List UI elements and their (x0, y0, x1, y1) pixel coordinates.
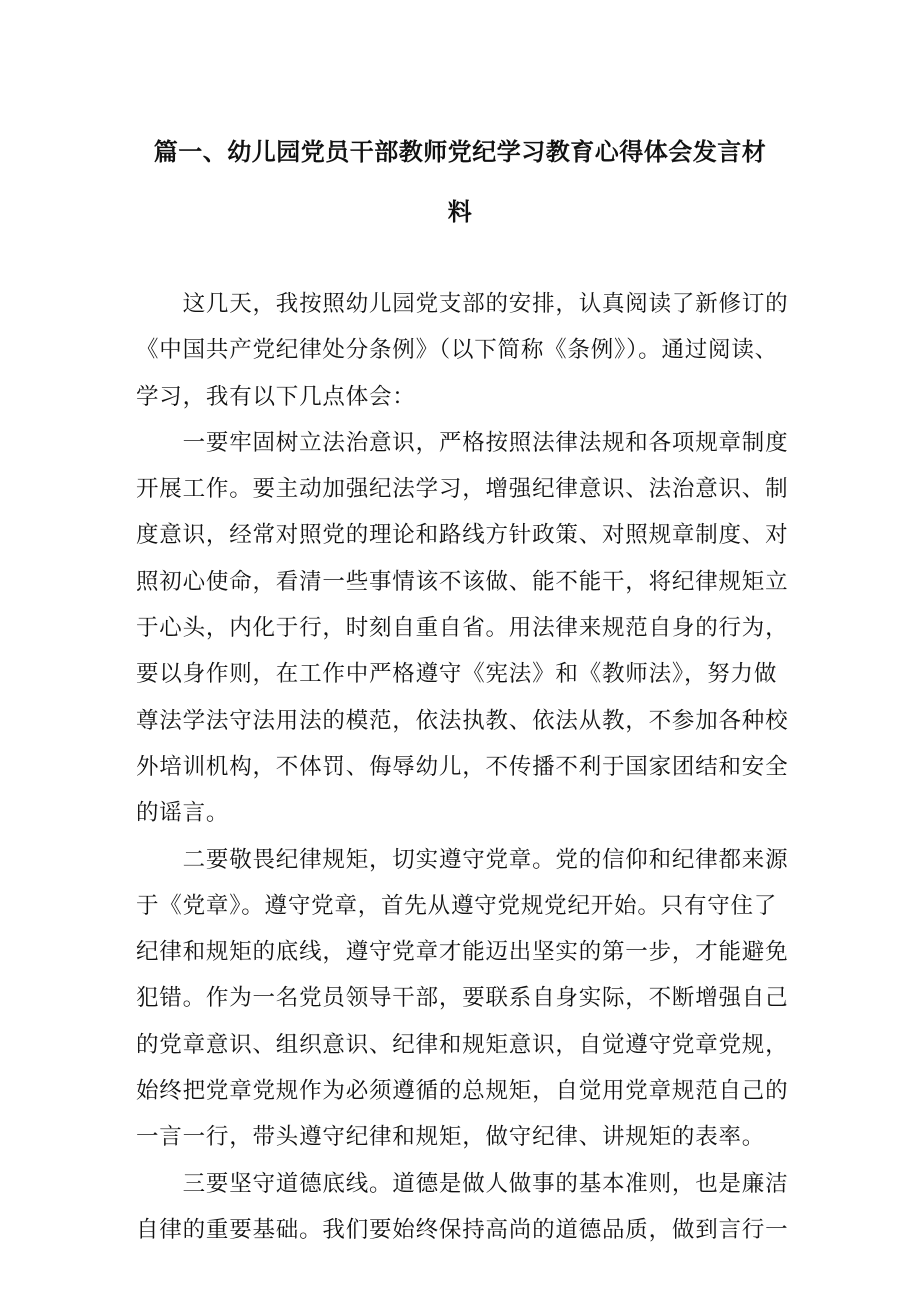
body-line: 要以身作则，在工作中严格遵守《宪法》和《教师法》，努力做 (136, 661, 778, 688)
body-line: 度意识，经常对照党的理论和路线方针政策、对照规章制度、对 (136, 522, 789, 549)
body-line: 《中国共产党纪律处分条例》（以下简称《条例》）。通过阅读、 (136, 337, 778, 364)
body-line: 自律的重要基础。我们要始终保持高尚的道德品质，做到言行一 (136, 1216, 789, 1243)
body-line: 的谣言。 (136, 800, 230, 827)
body-line: 的党章意识、组织意识、纪律和规矩意识，自觉遵守党章党规， (136, 1031, 789, 1058)
body-line: 三要坚守道德底线。道德是做人做事的基本准则，也是廉洁 (136, 1170, 789, 1197)
document-title (130, 122, 790, 242)
body-line: 开展工作。要主动加强纪法学习，增强纪律意识、法治意识、制 (136, 476, 789, 503)
title-line: 料 (447, 198, 473, 226)
body-line: 外培训机构，不体罚、侮辱幼儿，不传播不利于国家团结和安全 (136, 753, 789, 780)
body-line: 二要敬畏纪律规矩，切实遵守党章。党的信仰和纪律都来源 (136, 846, 789, 873)
document-body (136, 281, 796, 1253)
body-line: 于《党章》。遵守党章，首先从遵守党规党纪开始。只有守住了 (136, 892, 778, 919)
body-line: 照初心使命，看清一些事情该不该做、能不能干，将纪律规矩立 (136, 568, 789, 595)
title-line: 篇一、幼儿园党员干部教师党纪学习教育心得体会发言材 (153, 138, 767, 166)
body-line: 尊法学法守法用法的模范，依法执教、依法从教，不参加各种校 (136, 707, 789, 734)
body-line: 始终把党章党规作为必须遵循的总规矩，自觉用党章规范自己的 (136, 1078, 789, 1105)
body-line: 一要牢固树立法治意识，严格按照法律法规和各项规章制度 (136, 429, 789, 456)
body-line: 犯错。作为一名党员领导干部，要联系自身实际，不断增强自己 (136, 985, 789, 1012)
body-line: 于心头，内化于行，时刻自重自省。用法律来规范自身的行为， (136, 615, 789, 642)
body-line: 学习，我有以下几点体会： (136, 383, 416, 410)
body-line: 一言一行，带头遵守纪律和规矩，做守纪律、讲规矩的表率。 (136, 1124, 766, 1151)
body-line: 这几天，我按照幼儿园党支部的安排，认真阅读了新修订的 (136, 291, 789, 317)
body-line: 纪律和规矩的底线，遵守党章才能迈出坚实的第一步，才能避免 (136, 939, 789, 966)
